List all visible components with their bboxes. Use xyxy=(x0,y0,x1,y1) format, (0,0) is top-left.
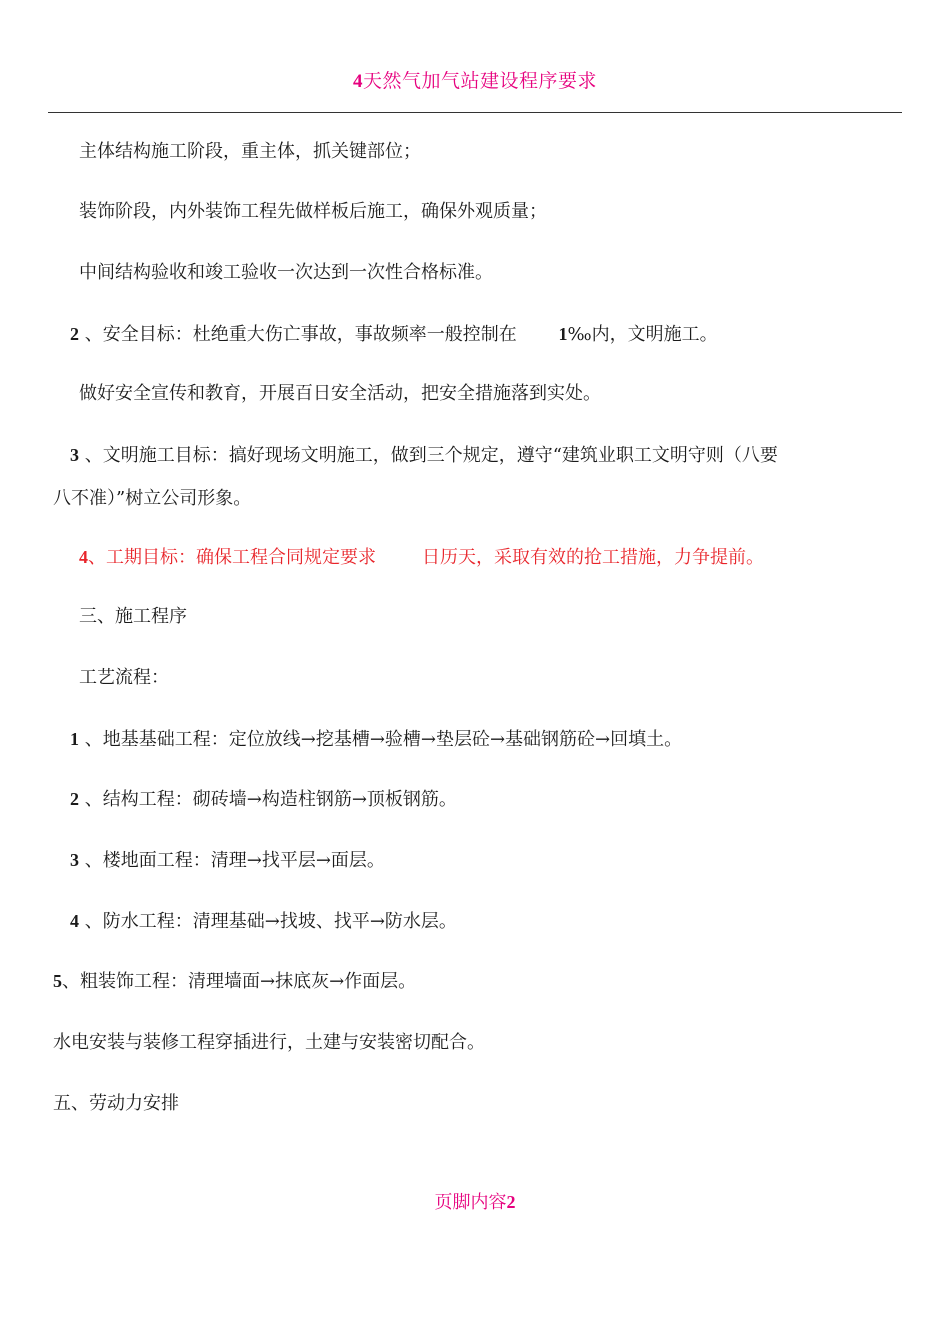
process-step-text: 、粗装饰工程：清理墙面→抹底灰→作面层。 xyxy=(62,971,417,992)
paragraph-line: 装饰阶段，内外装饰工程先做样板后施工，确保外观质量； xyxy=(79,201,547,222)
item-number: 4 xyxy=(79,547,88,567)
page-footer xyxy=(0,1188,950,1214)
header-number: 4 xyxy=(352,71,363,92)
footer-page-number: 2 xyxy=(506,1192,516,1212)
schedule-goal-text-end: 日历天，采取有效的抢工措施，力争提前。 xyxy=(422,547,764,568)
paragraph-line: 中间结构验收和竣工验收一次达到一次性合格标准。 xyxy=(79,262,493,283)
item-number: 5 xyxy=(53,971,62,991)
safety-goal-text-end: ‰内，文明施工。 xyxy=(567,324,718,345)
section-heading: 五、劳动力安排 xyxy=(53,1093,179,1114)
schedule-goal-line xyxy=(79,545,764,570)
process-step-text: 、地基基础工程：定位放线→挖基槽→验槽→垫层砼→基础钢筋砼→回填土。 xyxy=(84,729,683,750)
item-number: 4 xyxy=(70,911,79,931)
process-step xyxy=(70,727,682,752)
process-step xyxy=(53,969,416,994)
safety-goal-line xyxy=(70,322,718,347)
schedule-goal-text: 、工期目标：确保工程合同规定要求 xyxy=(88,547,376,568)
process-step xyxy=(70,909,457,934)
process-step-text: 、结构工程：砌砖墙→构造柱钢筋→顶板钢筋。 xyxy=(84,789,457,810)
process-step-text: 、防水工程：清理基础→找坡、找平→防水层。 xyxy=(84,911,457,932)
safety-goal-text: 、安全目标：杜绝重大伤亡事故，事故频率一般控制在 xyxy=(84,324,517,345)
item-number: 2 xyxy=(70,324,79,344)
page-header xyxy=(0,66,950,93)
item-number: 2 xyxy=(70,789,79,809)
section-heading: 三、施工程序 xyxy=(79,606,187,627)
process-step-text: 、楼地面工程：清理→找平层→面层。 xyxy=(84,850,385,871)
footer-label: 页脚内容 xyxy=(434,1192,507,1213)
header-rule xyxy=(48,112,902,113)
paragraph-line: 做好安全宣传和教育，开展百日安全活动，把安全措施落到实处。 xyxy=(79,383,601,404)
process-step xyxy=(70,787,457,812)
item-number: 1 xyxy=(70,729,79,749)
item-number: 3 xyxy=(70,445,79,465)
item-number: 3 xyxy=(70,850,79,870)
header-title: 天然气加气站建设程序要求 xyxy=(362,70,597,92)
rate-number: 1 xyxy=(558,324,568,344)
paragraph-line: 水电安装与装修工程穿插进行，土建与安装密切配合。 xyxy=(53,1032,485,1053)
paragraph-line: 八不准）”树立公司形象。 xyxy=(53,488,252,509)
paragraph-line: 工艺流程： xyxy=(79,667,169,688)
process-step xyxy=(70,848,385,873)
civil-goal-line xyxy=(70,443,778,468)
paragraph-line: 主体结构施工阶段，重主体，抓关键部位； xyxy=(79,141,421,162)
civil-goal-text: 、文明施工目标：搞好现场文明施工，做到三个规定，遵守“建筑业职工文明守则（八要 xyxy=(84,445,778,466)
